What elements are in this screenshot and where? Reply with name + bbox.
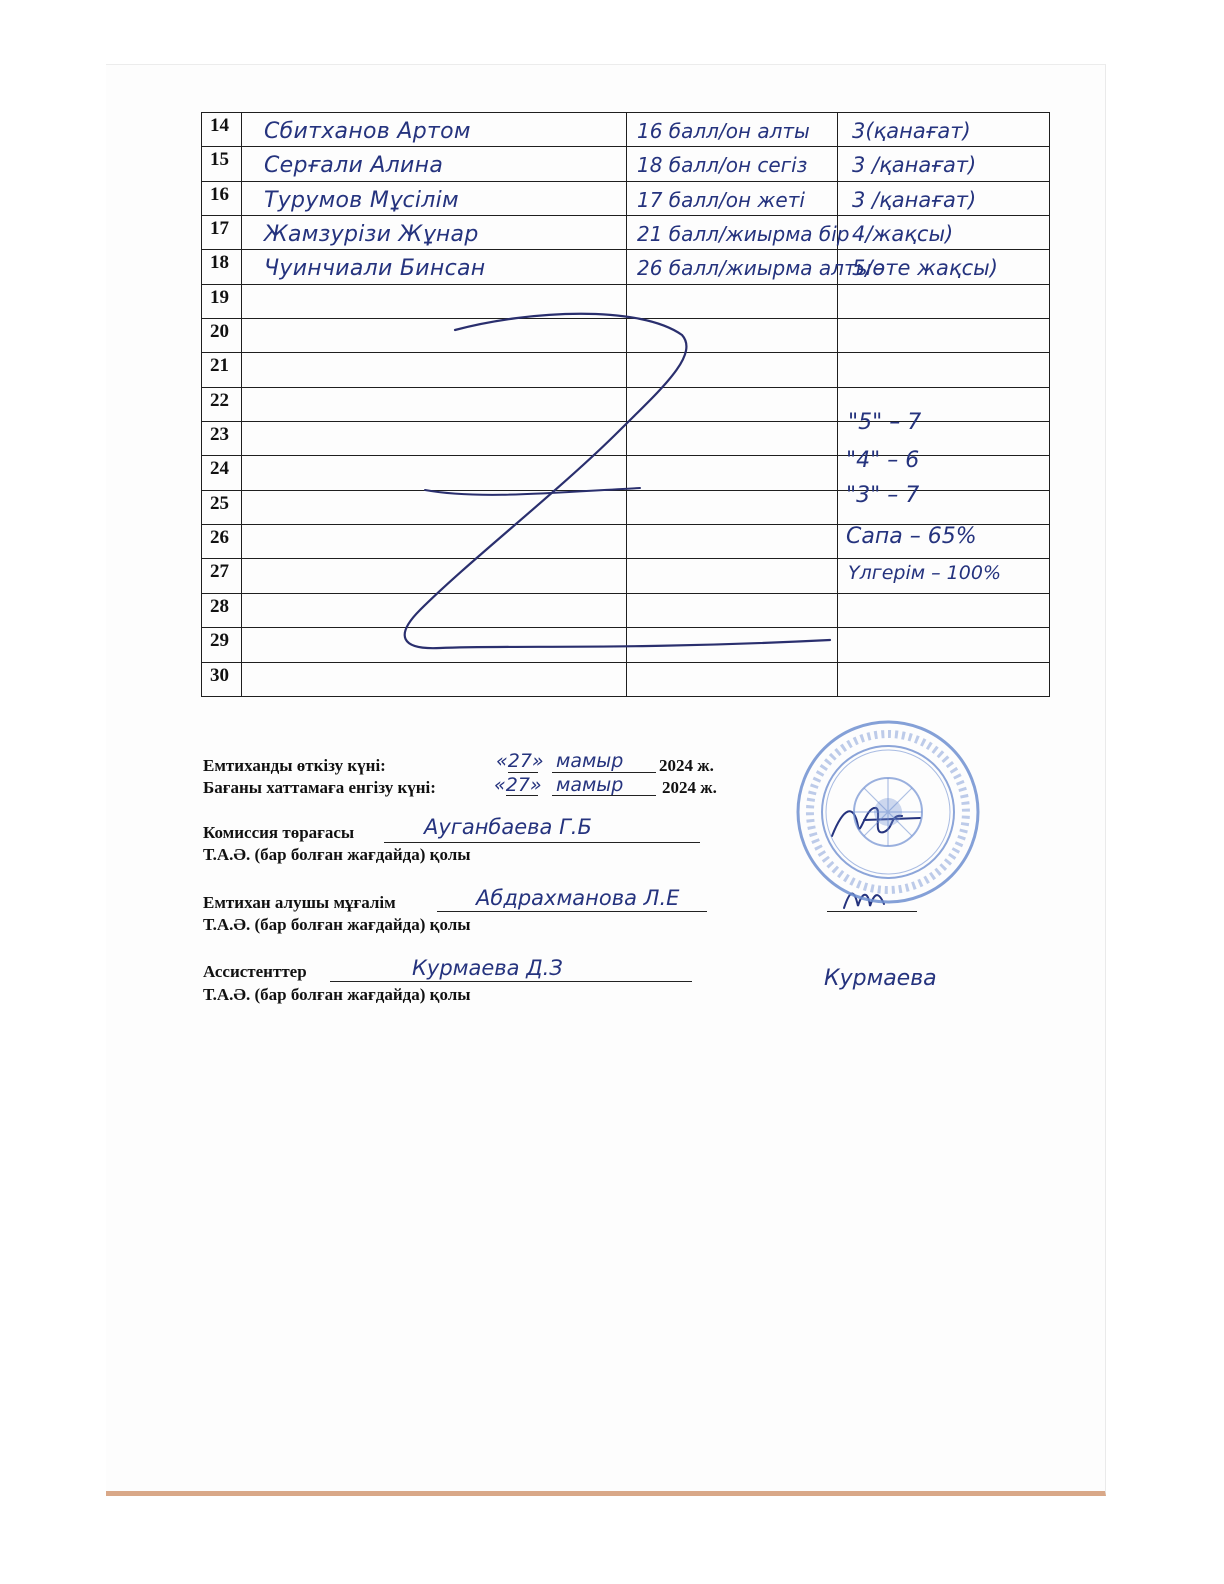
student-score-cell bbox=[627, 353, 838, 387]
summary-four: "4" – 6 bbox=[846, 448, 920, 473]
summary-quality: Сапа – 65% bbox=[846, 524, 977, 549]
table-row bbox=[202, 422, 1050, 456]
student-grade-cell bbox=[838, 181, 1050, 215]
student-name-cell bbox=[242, 490, 627, 524]
student-score-cell bbox=[627, 559, 838, 593]
student-name-cell bbox=[242, 250, 627, 284]
student-name: Жамзурізи Жұнар bbox=[264, 222, 479, 248]
student-name-cell bbox=[242, 319, 627, 353]
student-name-cell bbox=[242, 593, 627, 627]
entry-date-day: «27» bbox=[494, 774, 542, 796]
teacher-underline bbox=[437, 911, 707, 912]
student-score-cell bbox=[627, 319, 838, 353]
student-score-cell bbox=[627, 456, 838, 490]
student-score-cell bbox=[627, 628, 838, 662]
row-number-cell: 14 bbox=[202, 113, 242, 147]
student-grade-cell bbox=[838, 662, 1050, 696]
row-number-cell: 21 bbox=[202, 353, 242, 387]
student-score-cell bbox=[627, 216, 850, 250]
student-score-cell bbox=[627, 490, 838, 524]
student-grade-cell bbox=[838, 113, 1050, 147]
student-score-cell bbox=[627, 422, 838, 456]
student-name-cell bbox=[242, 284, 627, 318]
student-name: Чуинчиали Бинсан bbox=[264, 256, 486, 282]
student-grade-cell bbox=[838, 628, 1050, 662]
chair-name: Ауганбаева Г.Б bbox=[424, 815, 592, 839]
table-row bbox=[202, 319, 1050, 353]
exam-month-underline bbox=[552, 772, 656, 773]
student-score-cell bbox=[627, 593, 838, 627]
student-name-cell bbox=[242, 456, 627, 490]
table-row bbox=[202, 284, 1050, 318]
row-number-cell: 15 bbox=[202, 147, 242, 181]
assistant-label: Ассистенттер bbox=[203, 962, 307, 981]
student-name-cell bbox=[242, 353, 627, 387]
exam-date-day: «27» bbox=[496, 750, 544, 772]
student-grade-cell bbox=[838, 250, 1050, 284]
teacher-label: Емтихан алушы мұғалім bbox=[203, 893, 396, 912]
table-row bbox=[202, 113, 1050, 147]
student-name-cell bbox=[242, 113, 627, 147]
student-grade: 3 /қанағат) bbox=[852, 187, 977, 212]
table-row bbox=[202, 662, 1050, 696]
student-name-cell bbox=[242, 216, 627, 250]
student-score: 21 балл/жиырма бір bbox=[637, 222, 850, 247]
row-number-cell: 27 bbox=[202, 559, 242, 593]
entry-date-month: мамыр bbox=[556, 774, 624, 796]
student-grade: 5/өте жақсы) bbox=[852, 256, 998, 281]
row-number-cell: 29 bbox=[202, 628, 242, 662]
table-row bbox=[202, 353, 1050, 387]
summary-five: "5" – 7 bbox=[848, 410, 922, 435]
student-name-cell bbox=[242, 662, 627, 696]
table-row bbox=[202, 181, 1050, 215]
grades-table-body bbox=[202, 113, 1050, 697]
student-name-cell bbox=[242, 525, 627, 559]
row-number-cell: 22 bbox=[202, 387, 242, 421]
student-grade-cell bbox=[838, 319, 1050, 353]
table-row bbox=[202, 250, 1050, 284]
row-number-cell: 24 bbox=[202, 456, 242, 490]
student-score-cell bbox=[627, 525, 838, 559]
student-grade-cell bbox=[838, 593, 1050, 627]
student-score: 26 балл/жиырма алты bbox=[637, 256, 872, 281]
assistant-underline bbox=[330, 981, 692, 982]
student-grade: 4/жақсы) bbox=[852, 222, 954, 247]
student-name: Турумов Мұсілім bbox=[264, 187, 459, 213]
student-score: 18 балл/он сегіз bbox=[637, 153, 808, 178]
chair-sub: Т.А.Ә. (бар болған жағдайда) қолы bbox=[203, 845, 471, 864]
assistant-signature: Курмаева bbox=[824, 966, 937, 991]
assistant-name: Курмаева Д.З bbox=[412, 956, 563, 980]
table-row bbox=[202, 147, 1050, 181]
student-name-cell bbox=[242, 559, 627, 593]
row-number-cell: 23 bbox=[202, 422, 242, 456]
grades-table bbox=[201, 112, 1050, 697]
student-score-cell bbox=[627, 250, 872, 284]
entry-date-underline bbox=[506, 795, 538, 796]
row-number-cell: 28 bbox=[202, 593, 242, 627]
entry-date-label: Бағаны хаттамаға енгізу күні: bbox=[203, 778, 436, 797]
row-number-cell: 18 bbox=[202, 250, 242, 284]
exam-date-underline bbox=[508, 772, 538, 773]
table-row bbox=[202, 387, 1050, 421]
summary-success: Үлгерім – 100% bbox=[848, 562, 1001, 584]
student-grade-cell bbox=[838, 284, 1050, 318]
student-score: 16 балл/он алты bbox=[637, 119, 810, 143]
assistant-sub: Т.А.Ә. (бар болған жағдайда) қолы bbox=[203, 985, 471, 1004]
table-row bbox=[202, 456, 1050, 490]
row-number-cell: 25 bbox=[202, 490, 242, 524]
summary-three: "3" – 7 bbox=[846, 483, 920, 508]
exam-date-year: 2024 ж. bbox=[659, 756, 714, 775]
table-row bbox=[202, 490, 1050, 524]
table-row bbox=[202, 593, 1050, 627]
student-name-cell bbox=[242, 422, 627, 456]
student-score-cell bbox=[627, 181, 838, 215]
student-name-cell bbox=[242, 147, 627, 181]
teacher-name: Абдрахманова Л.Е bbox=[476, 886, 680, 910]
table-row bbox=[202, 216, 1050, 250]
student-name: Сбитханов Артом bbox=[264, 119, 471, 144]
student-grade: 3 /қанағат) bbox=[852, 153, 977, 178]
official-stamp bbox=[794, 718, 982, 906]
entry-date-year: 2024 ж. bbox=[662, 778, 717, 797]
row-number-cell: 16 bbox=[202, 181, 242, 215]
row-number-cell: 17 bbox=[202, 216, 242, 250]
student-score-cell bbox=[627, 387, 838, 421]
student-name-cell bbox=[242, 387, 627, 421]
chair-underline bbox=[384, 842, 700, 843]
teacher-sub: Т.А.Ә. (бар болған жағдайда) қолы bbox=[203, 915, 471, 934]
row-number-cell: 26 bbox=[202, 525, 242, 559]
student-name-cell bbox=[242, 628, 627, 662]
entry-month-underline bbox=[552, 795, 656, 796]
row-number-cell: 20 bbox=[202, 319, 242, 353]
student-grade-cell bbox=[838, 353, 1050, 387]
student-grade: 3(қанағат) bbox=[852, 119, 971, 143]
exam-date-label: Емтиханды өткізу күні: bbox=[203, 756, 386, 775]
student-grade-cell bbox=[838, 216, 1050, 250]
student-score-cell bbox=[627, 113, 838, 147]
student-score-cell bbox=[627, 284, 838, 318]
student-name-cell bbox=[242, 181, 627, 215]
chair-label: Комиссия төрағасы bbox=[203, 823, 355, 842]
table-row bbox=[202, 628, 1050, 662]
row-number-cell: 30 bbox=[202, 662, 242, 696]
student-name: Серғали Алина bbox=[264, 153, 444, 179]
student-score-cell bbox=[627, 147, 838, 181]
student-score-cell bbox=[627, 662, 838, 696]
row-number-cell: 19 bbox=[202, 284, 242, 318]
exam-date-month: мамыр bbox=[556, 750, 624, 772]
student-score: 17 балл/он жеті bbox=[637, 187, 805, 212]
student-grade-cell bbox=[838, 147, 1050, 181]
